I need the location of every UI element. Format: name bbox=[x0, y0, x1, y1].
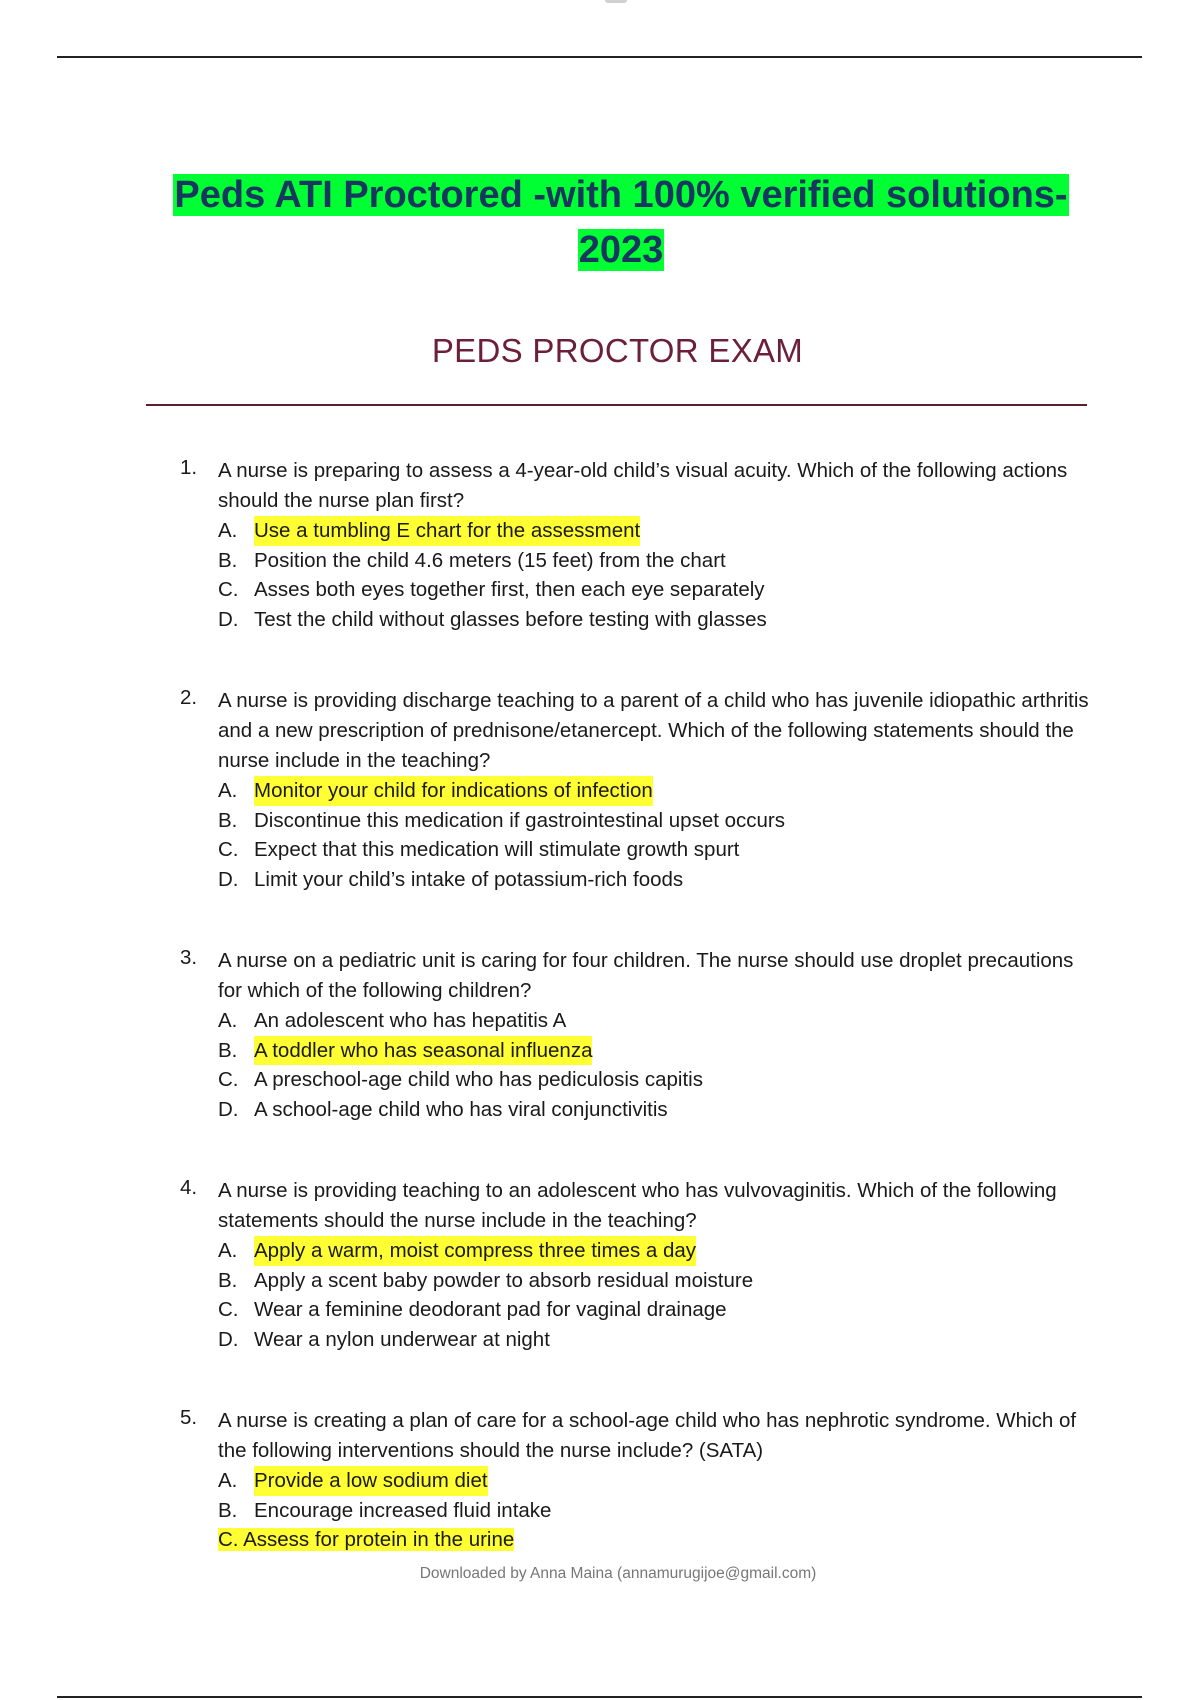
download-footer: Downloaded by Anna Maina (annamurugijoe@gmail.com) bbox=[419, 1565, 817, 1582]
answer-option bbox=[218, 1266, 1100, 1296]
answer-option bbox=[218, 1036, 1100, 1066]
answer-option bbox=[218, 1006, 1100, 1036]
option-text: Position the child 4.6 meters (15 feet) from the chart bbox=[254, 548, 726, 572]
option-letter: C. bbox=[218, 1528, 239, 1551]
correct-answer-text: Monitor your child for indications of infection bbox=[254, 776, 653, 806]
correct-answer-text: Apply a warm, moist compress three times a day bbox=[254, 1236, 696, 1266]
header-rule bbox=[57, 56, 1142, 58]
option-text: Encourage increased fluid intake bbox=[254, 1498, 552, 1522]
question-number: 2. bbox=[180, 686, 198, 709]
question-item bbox=[180, 1406, 1100, 1555]
option-letter: B. bbox=[218, 1498, 238, 1522]
option-letter: B. bbox=[218, 548, 238, 572]
option-text: An adolescent who has hepatitis A bbox=[254, 1009, 567, 1032]
answer-option bbox=[218, 806, 1100, 836]
option-letter: D. bbox=[218, 607, 239, 631]
option-text: Test the child without glasses before testing with glasses bbox=[254, 607, 767, 631]
footer-rule bbox=[57, 1696, 1142, 1698]
option-letter: D. bbox=[218, 1327, 239, 1351]
question-item bbox=[180, 456, 1100, 634]
option-letter: D. bbox=[218, 867, 239, 891]
option-text: Wear a feminine deodorant pad for vaginal drainage bbox=[254, 1298, 727, 1321]
correct-answer-text: Assess for protein in the urine bbox=[243, 1528, 515, 1551]
answer-option bbox=[218, 1065, 1100, 1095]
option-letter: A. bbox=[218, 1469, 238, 1492]
question-stem: A nurse is providing discharge teaching to a parent of a child who has juvenile idiopathic arthritis and a new prescription of prednisone/etanercept. Which of the following statements should the nurse include in the teaching? bbox=[218, 689, 1089, 772]
page-top-tab bbox=[605, 0, 627, 3]
option-text: Expect that this medication will stimulate growth spurt bbox=[254, 838, 740, 861]
correct-answer-text: Use a tumbling E chart for the assessment bbox=[254, 516, 640, 546]
subtitle-rule bbox=[146, 404, 1087, 406]
option-letter: B. bbox=[218, 1268, 238, 1292]
option-text: Asses both eyes together first, then each eye separately bbox=[254, 578, 765, 601]
correct-answer-text: Provide a low sodium diet bbox=[254, 1466, 488, 1496]
option-letter: C. bbox=[218, 578, 239, 601]
option-letter: B. bbox=[218, 1038, 238, 1062]
answer-option bbox=[218, 516, 1100, 546]
document-title bbox=[0, 168, 1200, 278]
option-letter: A. bbox=[218, 519, 238, 542]
question-item bbox=[180, 1176, 1100, 1354]
option-letter: A. bbox=[218, 1009, 238, 1032]
answer-option bbox=[218, 1325, 1100, 1355]
option-letter: C. bbox=[218, 1068, 239, 1091]
answer-option bbox=[218, 1095, 1100, 1125]
question-stem: A nurse is creating a plan of care for a school-age child who has nephrotic syndrome. Which of the following interventions should the nurse include? (SATA) bbox=[218, 1409, 1077, 1462]
exam-subtitle: PEDS PROCTOR EXAM bbox=[431, 332, 804, 369]
question-number: 1. bbox=[180, 456, 198, 479]
answer-option bbox=[218, 1295, 1100, 1325]
option-text: Limit your child’s intake of potassium-rich foods bbox=[254, 867, 684, 891]
answer-option bbox=[218, 835, 1100, 865]
answer-option bbox=[218, 1525, 1100, 1555]
option-letter: A. bbox=[218, 1239, 238, 1262]
question-stem: A nurse is preparing to assess a 4-year-old child’s visual acuity. Which of the following actions should the nurse plan first? bbox=[218, 459, 1068, 512]
question-item bbox=[180, 686, 1100, 894]
question-list bbox=[180, 456, 1100, 1607]
option-letter: D. bbox=[218, 1097, 239, 1121]
answer-option bbox=[218, 575, 1100, 605]
answer-option bbox=[218, 1496, 1100, 1526]
correct-answer-text: A toddler who has seasonal influenza bbox=[254, 1036, 592, 1066]
title-line-2: 2023 bbox=[578, 229, 664, 271]
answer-option bbox=[218, 1236, 1100, 1266]
answer-option bbox=[218, 776, 1100, 806]
option-text: A school-age child who has viral conjunctivitis bbox=[254, 1097, 668, 1121]
question-stem: A nurse on a pediatric unit is caring for four children. The nurse should use droplet precautions for which of the following children? bbox=[218, 949, 1074, 1002]
answer-option bbox=[218, 1466, 1100, 1496]
answer-option bbox=[218, 605, 1100, 635]
option-text: Discontinue this medication if gastrointestinal upset occurs bbox=[254, 808, 785, 832]
question-number: 3. bbox=[180, 946, 198, 969]
question-number: 5. bbox=[180, 1406, 198, 1429]
option-letter: C. bbox=[218, 838, 239, 861]
answer-option bbox=[218, 865, 1100, 895]
question-item bbox=[180, 946, 1100, 1124]
answer-option bbox=[218, 546, 1100, 576]
option-text: A preschool-age child who has pediculosis capitis bbox=[254, 1068, 703, 1091]
option-text: Apply a scent baby powder to absorb residual moisture bbox=[254, 1268, 754, 1292]
question-number: 4. bbox=[180, 1176, 198, 1199]
title-line-1: Peds ATI Proctored -with 100% verified solutions- bbox=[174, 174, 1068, 216]
option-letter: C. bbox=[218, 1298, 239, 1321]
option-letter: A. bbox=[218, 779, 238, 802]
option-text: Wear a nylon underwear at night bbox=[254, 1327, 550, 1351]
question-stem: A nurse is providing teaching to an adolescent who has vulvovaginitis. Which of the following statements should the nurse include in the teaching? bbox=[218, 1179, 1057, 1232]
option-letter: B. bbox=[218, 808, 238, 832]
